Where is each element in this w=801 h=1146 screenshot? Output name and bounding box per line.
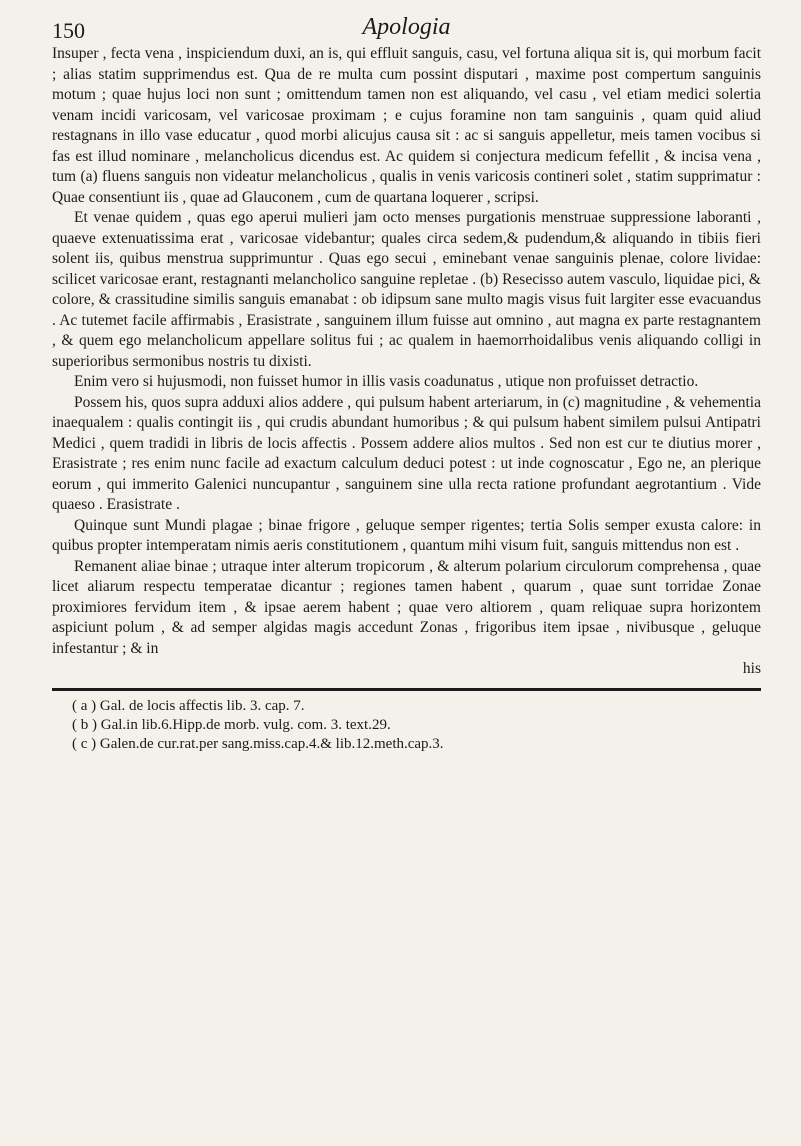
page-header (52, 14, 761, 44)
running-head: Apologia (362, 14, 451, 40)
footnote: ( b ) Gal.in lib.6.Hipp.de morb. vulg. com. 3. text.29. (72, 716, 391, 733)
paragraph: Et venae quidem , quas ego aperui mulieri jam octo menses purgationis menstruae suppressione laboranti , quaeve extenuatissima erat , varicosae videbantur; quales circa sedem,& pudendum,& aliquando in tibiis fieri solent iis, quibus menstrua supprimuntur . Quas ego secui , eminebant venae sanguinis plenae, colore lividae: scilicet varicosae erant, restagnanti melancholico sanguine repletae . (b) Resecisso autem vasculo, liquidae pici, & colore, & crassitudine similis sanguis emanabat : ob idipsum sane multo magis visus fuit largiter esse evacuandus . Ac tutemet facile affirmabis , Erasistrate , sanguinem illum fuisse aut omnino , aut magna ex parte restagnantem , & quem ego melancholicum appellare solitus fui ; ac qualem in haemorrhoidalibus venis aliquando colligi in superioribus sermonibus nostris tu dixisti. (52, 209, 761, 370)
footnote: ( a ) Gal. de locis affectis lib. 3. cap. 7. (72, 697, 305, 714)
page-number: 150 (52, 18, 85, 43)
paragraph: Possem his, quos supra adduxi alios addere , qui pulsum habent arteriarum, in (c) magnitudine , & vehementia inaequalem : qualis contingit iis , qui crudis abundant humoribus ; & qui pulsum habent similem pulsui Antipatri Medici , quem tradidi in libris de locis affectis . Possem addere alios multos . Sed non est cur te diutius morer , Erasistrate ; res enim nunc facile ad exactum calculum deduci potest : ut inde cognoscatur , Ego ne, an plerique eorum , qui immerito Galenici nuncupantur , sanguinem sine ulla recta ratione profundant aegrotantium . Vide quaeso . Erasistrate . (52, 393, 761, 513)
paragraph: Quinque sunt Mundi plagae ; binae frigore , geluque semper rigentes; tertia Solis semper exusta calore: in quibus propter intemperatam nimis aeris constitutionem , quantum mihi visum fuit, sanguis mittendus non est . (52, 516, 761, 554)
paragraph: Insuper , fecta vena , inspiciendum duxi, an is, qui effluit sanguis, casu, vel fortuna aliqua sit is, qui morbum facit ; alias statim supprimendus est. Qua de re multa cum possint disputari , maxime post compertum sanguinis motum ; quae hujus loci non sunt ; omittendum tamen non est aliquando, vel casu , vel etiam medici solertia venam incidi varicosam, vel varicosae proximam ; e cujus foramine non tam sanguinis , quam quid aliud restagnans in illo vase educatur , quod morbi alicujus causa sit : ac si sanguis appelletur, meis tamen vocibus si fas est illud nominare , melancholicus dicendus est. Ac quidem si conjectura medicum fefellit , & incisa vena , tum (a) fluens sanguis non videatur melancholicus , qualis in venis varicosis contineri solet , statim supprimatur : Quae consentiunt iis , quae ad Glauconem , cum de quartana loquerer , scripsi. (52, 45, 761, 206)
footnote-divider (52, 688, 761, 691)
body-text (52, 44, 761, 680)
paragraph: Remanent aliae binae ; utraque inter alterum tropicorum , & alterum polarium circulorum comprehensa , quae licet aliarum respectu temperatae dicantur ; regiones tamen habent , quarum , quae sunt torridae Zonae proximiores fervidum item , & ipsae aerem habent ; quae vero altiorem , quam reliquae supra horizontem aspiciunt polum , & ad semper algidas magis accedunt Zonas , frigoribus item ipsae , nivibusque , geluque infestantur ; & in (52, 557, 761, 657)
footnotes (52, 697, 761, 754)
catchword: his (742, 660, 761, 677)
footnote: ( c ) Galen.de cur.rat.per sang.miss.cap.4.& lib.12.meth.cap.3. (72, 735, 444, 752)
paragraph: Enim vero si hujusmodi, non fuisset humor in illis vasis coadunatus , utique non profuisset detractio. (74, 373, 699, 390)
